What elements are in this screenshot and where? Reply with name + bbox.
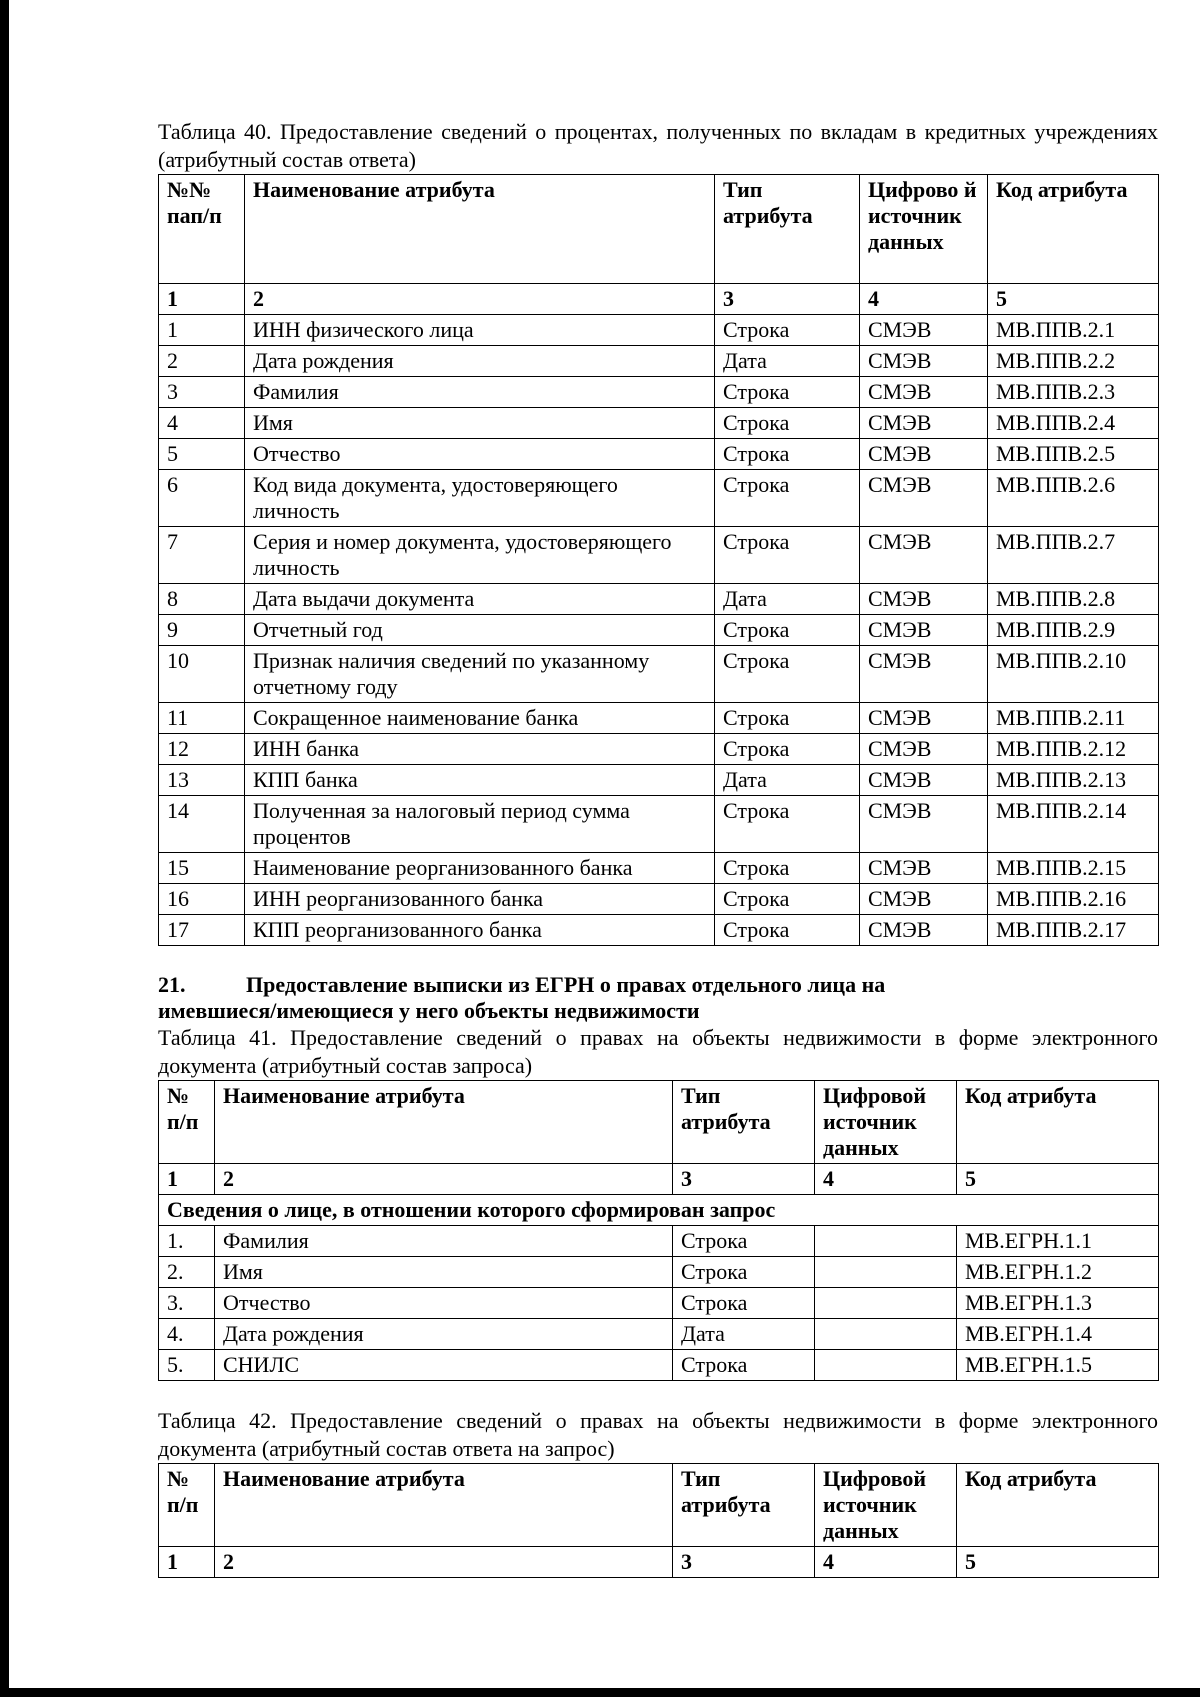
table-cell: СМЭВ	[860, 315, 988, 346]
table-cell: 5	[159, 439, 245, 470]
table-40-caption: Таблица 40. Предоставление сведений о процентах, полученных по вкладам в кредитных учреждениях (атрибутный состав ответа)	[158, 119, 1158, 172]
table-cell: СМЭВ	[860, 646, 988, 703]
table-cell: КПП реорганизованного банка	[245, 915, 715, 946]
table-cell: Строка	[715, 884, 860, 915]
table-cell: 4	[159, 408, 245, 439]
table-cell: 6	[159, 470, 245, 527]
scan-edge-bottom	[0, 1688, 1200, 1697]
table-cell: Наименование реорганизованного банка	[245, 853, 715, 884]
column-number-cell: 1	[159, 1164, 215, 1195]
table-cell: Строка	[715, 439, 860, 470]
table-cell: МВ.ППВ.2.15	[988, 853, 1159, 884]
table-row	[159, 853, 1159, 884]
table-row	[159, 915, 1159, 946]
table-cell: Имя	[215, 1257, 673, 1288]
table-cell: ИНН физического лица	[245, 315, 715, 346]
group-label-cell: Сведения о лице, в отношении которого сформирован запрос	[159, 1195, 1159, 1226]
table-cell: СМЭВ	[860, 703, 988, 734]
table-cell: СМЭВ	[860, 527, 988, 584]
table-cell: СМЭВ	[860, 884, 988, 915]
table-cell: 1	[159, 315, 245, 346]
table-41-group-row	[159, 1195, 1159, 1226]
section-21-heading	[158, 972, 1158, 1024]
table-cell: СМЭВ	[860, 408, 988, 439]
table-cell: ИНН реорганизованного банка	[245, 884, 715, 915]
column-number-cell: 5	[988, 284, 1159, 315]
table-cell	[815, 1350, 957, 1381]
table-cell: 17	[159, 915, 245, 946]
table-cell: Строка	[715, 853, 860, 884]
table-cell	[815, 1319, 957, 1350]
table-cell: СМЭВ	[860, 584, 988, 615]
table-cell: СМЭВ	[860, 796, 988, 853]
table-cell: МВ.ППВ.2.9	[988, 615, 1159, 646]
table-row	[159, 584, 1159, 615]
table-cell	[815, 1257, 957, 1288]
table-row	[159, 646, 1159, 703]
table-row	[159, 1319, 1159, 1350]
table-cell: МВ.ППВ.2.5	[988, 439, 1159, 470]
table-cell: 10	[159, 646, 245, 703]
table-row	[159, 315, 1159, 346]
table-42	[158, 1463, 1159, 1578]
column-number-cell: 2	[215, 1547, 673, 1578]
table-row	[159, 1350, 1159, 1381]
table-cell: Строка	[673, 1226, 815, 1257]
table-cell: МВ.ЕГРН.1.3	[957, 1288, 1159, 1319]
table-cell: 13	[159, 765, 245, 796]
table-header-cell: Код атрибута	[988, 175, 1159, 284]
section-title-line-2: имевшиеся/имеющиеся у него объекты недвижимости	[158, 998, 700, 1023]
table-42-caption: Таблица 42. Предоставление сведений о правах на объекты недвижимости в форме электронного документа (атрибутный состав ответа на запрос)	[158, 1408, 1158, 1461]
table-41-header-row	[159, 1081, 1159, 1164]
table-cell: МВ.ППВ.2.2	[988, 346, 1159, 377]
table-row	[159, 1288, 1159, 1319]
table-row	[159, 1257, 1159, 1288]
column-number-cell: 3	[715, 284, 860, 315]
table-cell: СМЭВ	[860, 765, 988, 796]
table-cell: Строка	[715, 315, 860, 346]
table-header-cell: Цифрово й источник данных	[860, 175, 988, 284]
section-title-line-1: Предоставление выписки из ЕГРН о правах отдельного лица на	[246, 972, 886, 997]
table-cell: МВ.ППВ.2.13	[988, 765, 1159, 796]
table-cell: Дата	[673, 1319, 815, 1350]
table-row	[159, 703, 1159, 734]
section-number: 21.	[158, 972, 186, 997]
table-cell: Строка	[715, 470, 860, 527]
table-cell: Полученная за налоговый период сумма процентов	[245, 796, 715, 853]
table-41	[158, 1080, 1159, 1381]
table-cell: КПП банка	[245, 765, 715, 796]
table-cell: Строка	[715, 615, 860, 646]
column-number-cell: 2	[215, 1164, 673, 1195]
table-cell: 1.	[159, 1226, 215, 1257]
table-40-header-row	[159, 175, 1159, 284]
table-header-cell: Тип атрибута	[673, 1464, 815, 1547]
table-header-cell: №№ пап/п	[159, 175, 245, 284]
table-41-caption: Таблица 41. Предоставление сведений о правах на объекты недвижимости в форме электронного документа (атрибутный состав запроса)	[158, 1025, 1158, 1078]
table-cell: Дата рождения	[215, 1319, 673, 1350]
table-cell: 2.	[159, 1257, 215, 1288]
table-row	[159, 346, 1159, 377]
table-row	[159, 796, 1159, 853]
table-cell: СМЭВ	[860, 377, 988, 408]
scan-edge-left	[0, 0, 9, 1697]
table-cell: МВ.ППВ.2.7	[988, 527, 1159, 584]
table-row	[159, 615, 1159, 646]
table-cell: Сокращенное наименование банка	[245, 703, 715, 734]
table-cell: СНИЛС	[215, 1350, 673, 1381]
table-cell: Строка	[673, 1257, 815, 1288]
table-40	[158, 174, 1159, 946]
table-cell: Отчетный год	[245, 615, 715, 646]
table-cell: Серия и номер документа, удостоверяющего личность	[245, 527, 715, 584]
column-number-cell: 5	[957, 1547, 1159, 1578]
table-cell: МВ.ППВ.2.6	[988, 470, 1159, 527]
table-cell: Дата выдачи документа	[245, 584, 715, 615]
table-cell: 12	[159, 734, 245, 765]
table-cell: Отчество	[245, 439, 715, 470]
table-cell: Строка	[715, 646, 860, 703]
table-cell: Строка	[673, 1350, 815, 1381]
table-cell: МВ.ЕГРН.1.1	[957, 1226, 1159, 1257]
table-cell: Имя	[245, 408, 715, 439]
column-number-cell: 3	[673, 1164, 815, 1195]
table-41-column-number-row	[159, 1164, 1159, 1195]
table-header-cell: № п/п	[159, 1081, 215, 1164]
table-cell: МВ.ЕГРН.1.4	[957, 1319, 1159, 1350]
table-cell: Отчество	[215, 1288, 673, 1319]
table-cell: Дата	[715, 584, 860, 615]
table-42-column-number-row	[159, 1547, 1159, 1578]
column-number-cell: 1	[159, 1547, 215, 1578]
table-cell: МВ.ППВ.2.4	[988, 408, 1159, 439]
document-page	[158, 118, 1158, 1578]
table-header-cell: Наименование атрибута	[215, 1081, 673, 1164]
table-cell: 15	[159, 853, 245, 884]
table-cell: 14	[159, 796, 245, 853]
table-cell: Строка	[715, 527, 860, 584]
table-cell: 4.	[159, 1319, 215, 1350]
table-cell: МВ.ППВ.2.1	[988, 315, 1159, 346]
column-number-cell: 4	[860, 284, 988, 315]
table-cell: Фамилия	[245, 377, 715, 408]
table-cell: ИНН банка	[245, 734, 715, 765]
table-cell: Строка	[715, 703, 860, 734]
table-row	[159, 1226, 1159, 1257]
table-cell: Дата	[715, 765, 860, 796]
table-header-cell: Тип атрибута	[715, 175, 860, 284]
column-number-cell: 1	[159, 284, 245, 315]
table-cell: Фамилия	[215, 1226, 673, 1257]
table-40-column-number-row	[159, 284, 1159, 315]
table-header-cell: Тип атрибута	[673, 1081, 815, 1164]
table-cell: 7	[159, 527, 245, 584]
table-cell: МВ.ППВ.2.12	[988, 734, 1159, 765]
table-cell: МВ.ЕГРН.1.2	[957, 1257, 1159, 1288]
table-cell: СМЭВ	[860, 439, 988, 470]
table-cell: Строка	[715, 377, 860, 408]
table-cell: Строка	[673, 1288, 815, 1319]
table-cell: Признак наличия сведений по указанному отчетному году	[245, 646, 715, 703]
table-cell	[815, 1288, 957, 1319]
table-header-cell: Наименование атрибута	[215, 1464, 673, 1547]
table-row	[159, 408, 1159, 439]
table-row	[159, 884, 1159, 915]
table-cell: Строка	[715, 408, 860, 439]
table-header-cell: Код атрибута	[957, 1464, 1159, 1547]
table-cell: Строка	[715, 734, 860, 765]
table-cell: Дата	[715, 346, 860, 377]
table-cell: 11	[159, 703, 245, 734]
table-cell	[815, 1226, 957, 1257]
table-cell: 16	[159, 884, 245, 915]
table-cell: СМЭВ	[860, 734, 988, 765]
table-cell: МВ.ППВ.2.3	[988, 377, 1159, 408]
table-cell: Строка	[715, 915, 860, 946]
column-number-cell: 3	[673, 1547, 815, 1578]
table-cell: 9	[159, 615, 245, 646]
table-42-header-row	[159, 1464, 1159, 1547]
table-cell: СМЭВ	[860, 346, 988, 377]
table-cell: СМЭВ	[860, 615, 988, 646]
table-cell: МВ.ППВ.2.10	[988, 646, 1159, 703]
table-row	[159, 439, 1159, 470]
table-cell: СМЭВ	[860, 915, 988, 946]
column-number-cell: 4	[815, 1547, 957, 1578]
table-header-cell: Наименование атрибута	[245, 175, 715, 284]
table-row	[159, 765, 1159, 796]
column-number-cell: 5	[957, 1164, 1159, 1195]
table-row	[159, 470, 1159, 527]
table-header-cell: Цифровой источник данных	[815, 1081, 957, 1164]
table-cell: СМЭВ	[860, 470, 988, 527]
column-number-cell: 2	[245, 284, 715, 315]
table-cell: 3	[159, 377, 245, 408]
table-header-cell: № п/п	[159, 1464, 215, 1547]
table-cell: МВ.ППВ.2.8	[988, 584, 1159, 615]
table-row	[159, 734, 1159, 765]
table-cell: 5.	[159, 1350, 215, 1381]
table-cell: Строка	[715, 796, 860, 853]
table-cell: МВ.ППВ.2.14	[988, 796, 1159, 853]
table-cell: СМЭВ	[860, 853, 988, 884]
table-header-cell: Код атрибута	[957, 1081, 1159, 1164]
table-cell: Код вида документа, удостоверяющего личность	[245, 470, 715, 527]
table-row	[159, 377, 1159, 408]
table-row	[159, 527, 1159, 584]
table-header-cell: Цифровой источник данных	[815, 1464, 957, 1547]
table-cell: Дата рождения	[245, 346, 715, 377]
table-cell: МВ.ППВ.2.17	[988, 915, 1159, 946]
table-cell: МВ.ЕГРН.1.5	[957, 1350, 1159, 1381]
table-cell: МВ.ППВ.2.11	[988, 703, 1159, 734]
table-cell: 2	[159, 346, 245, 377]
table-cell: 8	[159, 584, 245, 615]
table-cell: 3.	[159, 1288, 215, 1319]
column-number-cell: 4	[815, 1164, 957, 1195]
table-cell: МВ.ППВ.2.16	[988, 884, 1159, 915]
